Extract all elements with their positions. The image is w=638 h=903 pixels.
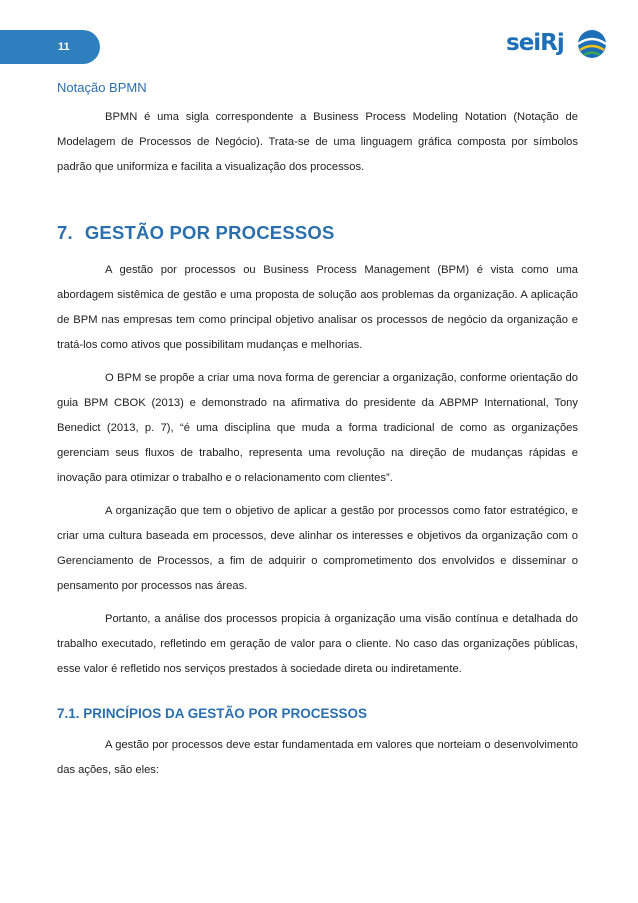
paragraph: A organização que tem o objetivo de aplicar a gestão por processos como fator estratégico, e criar uma cultura baseada em processos, deve alinhar os interesses e objetivos da organização com o Gerenciamento de Processos, a fim de adquirir o comprometimento dos envolvidos e disseminar o pensamento por processos nas áreas. (57, 505, 578, 592)
page-number: 11 (58, 41, 70, 53)
document-body (57, 74, 578, 783)
chapter-number: 7. (57, 222, 73, 243)
paragraph: Portanto, a análise dos processos propicia à organização uma visão contínua e detalhada do trabalho executado, refletindo em geração de valor para o cliente. No caso das organizações públicas, esse valor é refletido nos serviços prestados à sociedade direta ou indiretamente. (57, 613, 578, 675)
sei-rj-logo (506, 24, 610, 66)
paragraph: O BPM se propõe a criar uma nova forma de gerenciar a organização, conforme orientação do guia BPM CBOK (2013) e demonstrado na afirmativa do presidente da ABPMP International, Tony Benedict (2013, p. 7), “é uma disciplina que muda a forma tradicional de como as organizações gerenciam seus fluxos de trabalho, representa uma revolução na direção de mudanças rápidas e inovação para otimizar o trabalho e o relacionamento com clientes”. (57, 372, 578, 484)
globe-icon (572, 24, 612, 64)
section-title-bpmn: Notação BPMN (57, 80, 147, 95)
section-heading-7-1: 7.1. PRINCÍPIOS DA GESTÃO POR PROCESSOS (57, 706, 368, 721)
chapter-title: GESTÃO POR PROCESSOS (84, 222, 335, 243)
paragraph: A gestão por processos ou Business Process Management (BPM) é vista como uma abordagem sistêmica de gestão e uma proposta de solução aos problemas da organização. A aplicação de BPM nas empresas tem como principal objetivo analisar os processos de negócio da organização e tratá-los como ativos que possibilitam mudanças e melhorias. (57, 264, 578, 351)
logo-text: seiRj (506, 30, 564, 56)
page-number-tab (0, 30, 100, 64)
paragraph: A gestão por processos deve estar fundamentada em valores que norteiam o desenvolvimento das ações, são eles: (57, 739, 578, 776)
chapter-heading (57, 222, 578, 244)
paragraph-bpmn: BPMN é uma sigla correspondente a Business Process Modeling Notation (Notação de Modelagem de Processos de Negócio). Trata-se de uma linguagem gráfica composta por símbolos padrão que uniformiza e facilita a visualização dos processos. (57, 111, 578, 173)
